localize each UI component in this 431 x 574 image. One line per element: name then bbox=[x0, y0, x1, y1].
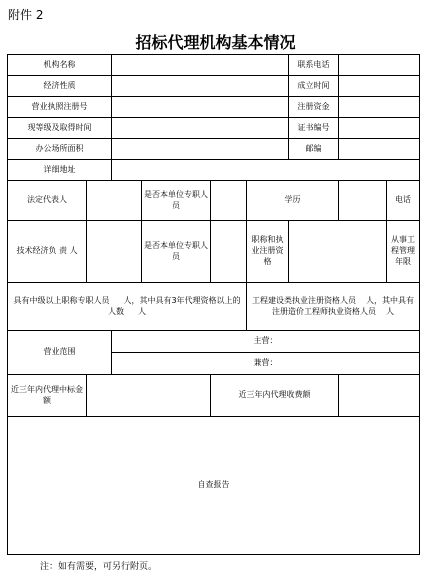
business-scope-label: 营业范围 bbox=[8, 331, 112, 375]
row-org-name bbox=[8, 55, 420, 76]
legal-rep-value[interactable] bbox=[87, 181, 142, 221]
title-qual-value[interactable] bbox=[289, 221, 387, 283]
education-value[interactable] bbox=[339, 181, 387, 221]
is-staff-1-label: 是否本单位专职人员 bbox=[142, 181, 211, 221]
address-label: 详细地址 bbox=[8, 160, 112, 181]
row-economic-nature bbox=[8, 76, 420, 97]
org-name-label: 机构名称 bbox=[8, 55, 112, 76]
row-self-report bbox=[8, 417, 420, 555]
row-grade-time bbox=[8, 118, 420, 139]
reg-staff-text-c: 人 bbox=[386, 306, 394, 316]
side-business-label: 兼营： bbox=[253, 358, 278, 368]
grade-time-value[interactable] bbox=[112, 118, 289, 139]
phone-label: 电话 bbox=[387, 181, 420, 221]
years-in-mgmt-label: 从事工程管理年限 bbox=[387, 221, 420, 283]
reg-staff-text-b: 人，其中具有注册造价工程师执业资格人员 bbox=[272, 295, 414, 316]
winning-amount-value[interactable] bbox=[87, 375, 211, 417]
self-report-area[interactable] bbox=[8, 417, 420, 555]
is-staff-1-value[interactable] bbox=[211, 181, 247, 221]
row-address bbox=[8, 160, 420, 181]
founded-date-label: 成立时间 bbox=[289, 76, 339, 97]
registered-capital-label: 注册资金 bbox=[289, 97, 339, 118]
tech-lead-value[interactable] bbox=[87, 221, 142, 283]
reg-staff-text-a: 工程建设类执业注册资格人员 bbox=[252, 295, 356, 305]
main-business-label: 主营： bbox=[253, 336, 278, 346]
reg-staff-cell bbox=[247, 283, 420, 331]
attachment-label: 附件 2 bbox=[8, 8, 44, 22]
form-title: 招标代理机构基本情况 bbox=[135, 33, 296, 52]
license-no-label: 营业执照注册号 bbox=[8, 97, 112, 118]
office-area-label: 办公场所面积 bbox=[8, 139, 112, 160]
row-tech-lead bbox=[8, 221, 420, 283]
grade-time-label: 现等级及取得时间 bbox=[8, 118, 112, 139]
staff-count-cell bbox=[8, 283, 247, 331]
is-staff-2-value[interactable] bbox=[211, 221, 247, 283]
certificate-no-label: 证书编号 bbox=[289, 118, 339, 139]
winning-amount-label: 近三年内代理中标金额 bbox=[8, 375, 87, 417]
contact-phone-label: 联系电话 bbox=[289, 55, 339, 76]
staff-count-text-c: 人 bbox=[138, 306, 146, 316]
address-value[interactable] bbox=[112, 160, 420, 181]
postcode-value[interactable] bbox=[339, 139, 420, 160]
legal-rep-label: 法定代表人 bbox=[8, 181, 87, 221]
agency-info-table bbox=[7, 54, 420, 555]
self-report-label: 自查报告 bbox=[197, 480, 230, 490]
certificate-no-value[interactable] bbox=[339, 118, 420, 139]
row-license-no bbox=[8, 97, 420, 118]
is-staff-2-label: 是否本单位专职人员 bbox=[142, 221, 211, 283]
fee-amount-label: 近三年内代理收费额 bbox=[211, 375, 339, 417]
education-label: 学历 bbox=[247, 181, 339, 221]
staff-count-text-a: 具有中级以上职称专职人员 bbox=[13, 295, 110, 305]
contact-phone-value[interactable] bbox=[339, 55, 420, 76]
founded-date-value[interactable] bbox=[339, 76, 420, 97]
registered-capital-value[interactable] bbox=[339, 97, 420, 118]
staff-count-text-b: 人，其中具有3年代理资格以上的人数 bbox=[108, 295, 241, 316]
row-staff-counts bbox=[8, 283, 420, 331]
footer-note: 注：如有需要，可另行附页。 bbox=[40, 562, 158, 572]
office-area-value[interactable] bbox=[112, 139, 289, 160]
side-business-field[interactable] bbox=[112, 353, 420, 375]
org-name-value[interactable] bbox=[112, 55, 289, 76]
row-main-business bbox=[8, 331, 420, 353]
license-no-value[interactable] bbox=[112, 97, 289, 118]
title-qual-label: 职称和执业注册资格 bbox=[247, 221, 289, 283]
postcode-label: 邮编 bbox=[289, 139, 339, 160]
tech-lead-label: 技术经济负 责 人 bbox=[8, 221, 87, 283]
row-office-area bbox=[8, 139, 420, 160]
fee-amount-value[interactable] bbox=[339, 375, 420, 417]
row-legal-rep bbox=[8, 181, 420, 221]
economic-nature-value[interactable] bbox=[112, 76, 289, 97]
main-business-field[interactable] bbox=[112, 331, 420, 353]
economic-nature-label: 经济性质 bbox=[8, 76, 112, 97]
row-amounts bbox=[8, 375, 420, 417]
